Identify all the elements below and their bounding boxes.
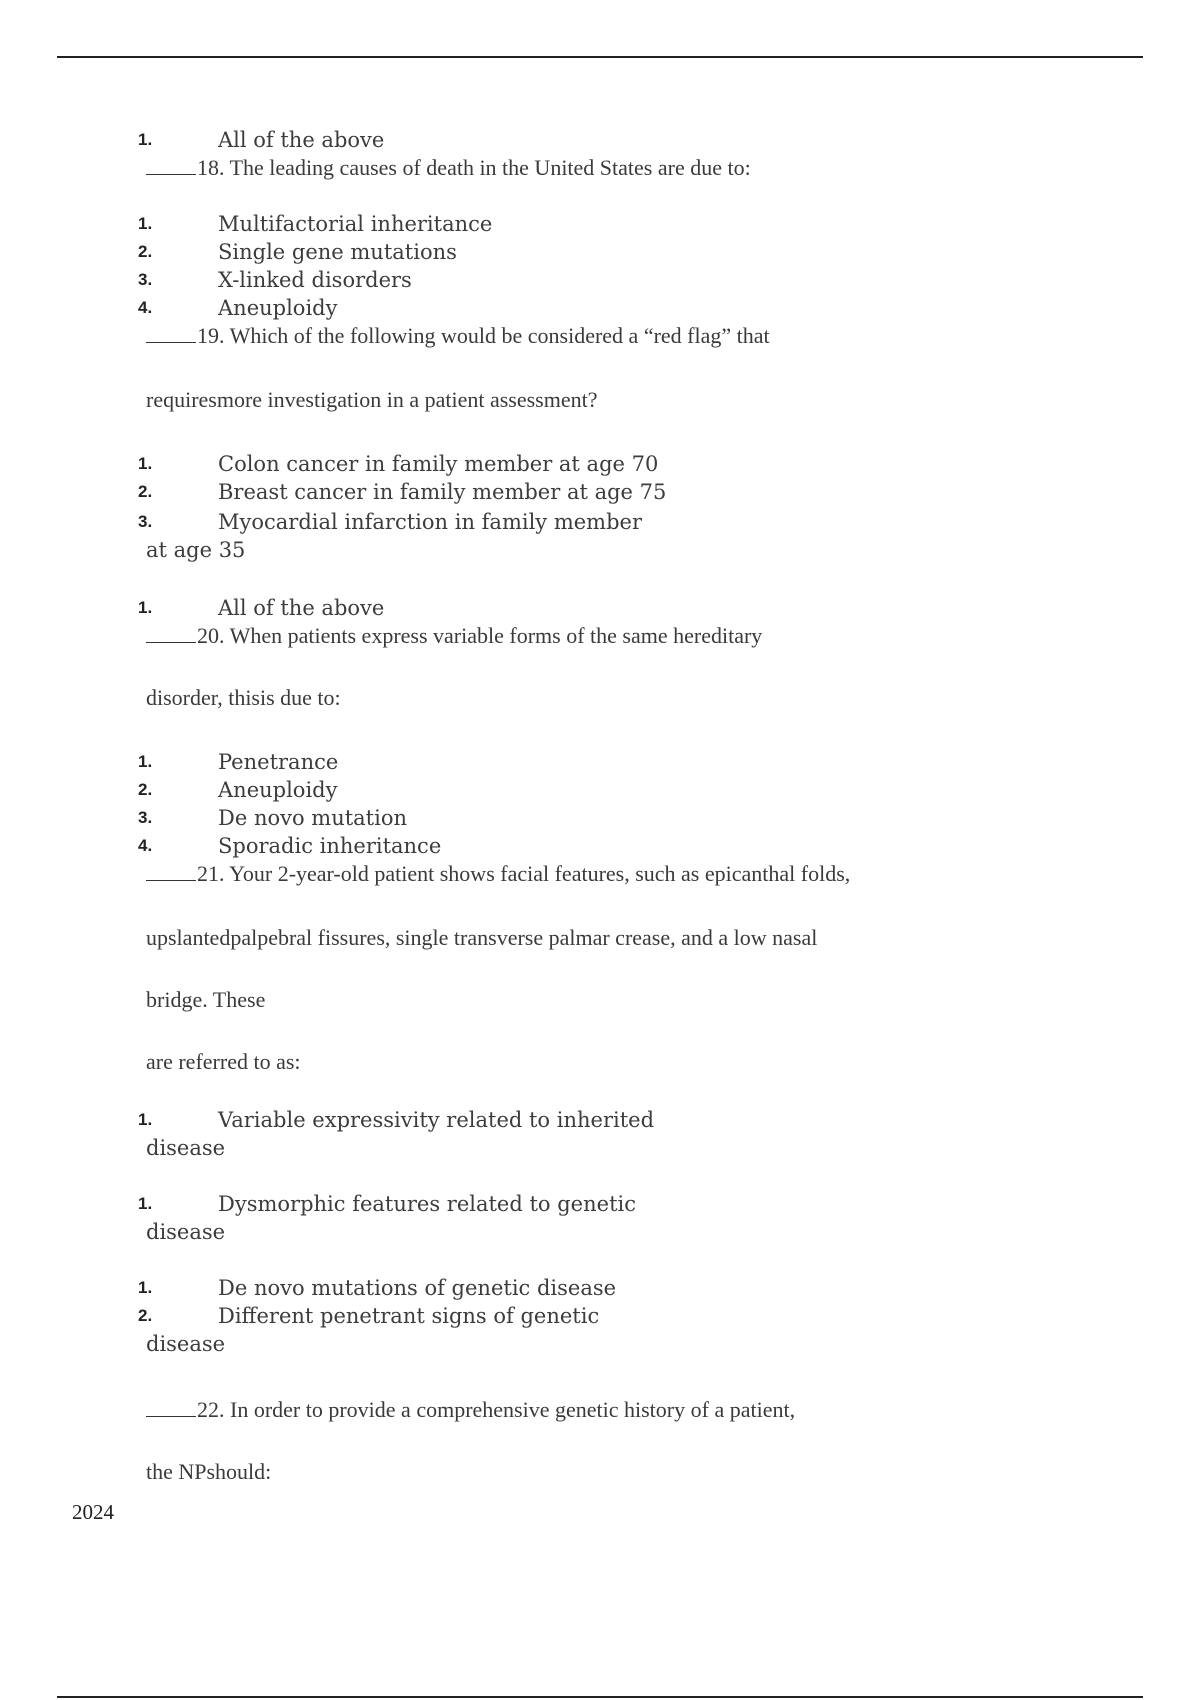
option-text-continued: disease <box>146 1332 226 1356</box>
option-text: Single gene mutations <box>218 240 457 264</box>
option-text: Colon cancer in family member at age 70 <box>218 452 659 476</box>
question-text: bridge. These <box>146 987 266 1012</box>
question-line <box>146 624 762 648</box>
option-number: 1. <box>138 1194 153 1213</box>
option-text: Penetrance <box>218 750 339 774</box>
question-text: 18. The leading causes of death in the United States are due to: <box>197 155 751 180</box>
option-number: 2. <box>138 242 153 261</box>
option-number: 1. <box>138 214 153 233</box>
question-line <box>146 324 770 348</box>
question-line <box>146 862 850 886</box>
answer-blank[interactable] <box>146 1398 196 1417</box>
option-text: Aneuploidy <box>218 778 338 802</box>
option-text: Breast cancer in family member at age 75 <box>218 480 667 504</box>
question-text: the NPshould: <box>146 1459 272 1484</box>
question-line <box>146 388 597 412</box>
footer-rule <box>57 1696 1143 1698</box>
option-text: De novo mutations of genetic disease <box>218 1276 617 1300</box>
option-number: 1. <box>138 1278 153 1297</box>
option-text: All of the above <box>218 596 385 620</box>
option-text-continued: at age 35 <box>146 538 246 562</box>
option-text: Different penetrant signs of genetic <box>218 1304 600 1328</box>
option-text: Variable expressivity related to inherited <box>218 1108 655 1132</box>
option-text: X-linked disorders <box>218 268 412 292</box>
option-number: 1. <box>138 598 153 617</box>
question-line <box>146 926 817 950</box>
option-text: Aneuploidy <box>218 296 338 320</box>
question-text: 21. Your 2-year-old patient shows facial features, such as epicanthal folds, <box>197 861 851 886</box>
option-text-continued: disease <box>146 1220 226 1244</box>
question-line <box>146 1050 301 1074</box>
option-number: 1. <box>138 752 153 771</box>
option-number: 3. <box>138 808 153 827</box>
option-text: All of the above <box>218 128 385 152</box>
option-text: Sporadic inheritance <box>218 834 442 858</box>
question-text: 19. Which of the following would be considered a “red flag” that <box>197 323 770 348</box>
option-number: 1. <box>138 1110 153 1129</box>
option-number: 1. <box>138 130 153 149</box>
question-line <box>146 1460 271 1484</box>
answer-blank[interactable] <box>146 624 196 643</box>
option-text: Multifactorial inheritance <box>218 212 493 236</box>
option-text: De novo mutation <box>218 806 408 830</box>
option-number: 2. <box>138 780 153 799</box>
option-number: 3. <box>138 512 153 531</box>
question-line <box>146 686 341 710</box>
option-number: 4. <box>138 298 153 317</box>
option-number: 2. <box>138 1306 153 1325</box>
question-line <box>146 1398 795 1422</box>
option-number: 3. <box>138 270 153 289</box>
question-line <box>146 156 751 180</box>
footer-year: 2024 <box>72 1500 114 1524</box>
option-text: Dysmorphic features related to genetic <box>218 1192 636 1216</box>
option-number: 2. <box>138 482 153 501</box>
option-number: 4. <box>138 836 153 855</box>
question-line <box>146 988 265 1012</box>
answer-blank[interactable] <box>146 862 196 881</box>
question-text: 22. In order to provide a comprehensive genetic history of a patient, <box>197 1397 796 1422</box>
answer-blank[interactable] <box>146 324 196 343</box>
question-text: requiresmore investigation in a patient assessment? <box>146 387 598 412</box>
option-number: 1. <box>138 454 153 473</box>
answer-blank[interactable] <box>146 156 196 175</box>
question-text: disorder, thisis due to: <box>146 685 341 710</box>
option-text: Myocardial infarction in family member <box>218 510 642 534</box>
question-text: are referred to as: <box>146 1049 301 1074</box>
header-rule <box>57 56 1143 58</box>
option-text-continued: disease <box>146 1136 226 1160</box>
question-text: 20. When patients express variable forms of the same hereditary <box>197 623 763 648</box>
question-text: upslantedpalpebral fissures, single transverse palmar crease, and a low nasal <box>146 925 818 950</box>
